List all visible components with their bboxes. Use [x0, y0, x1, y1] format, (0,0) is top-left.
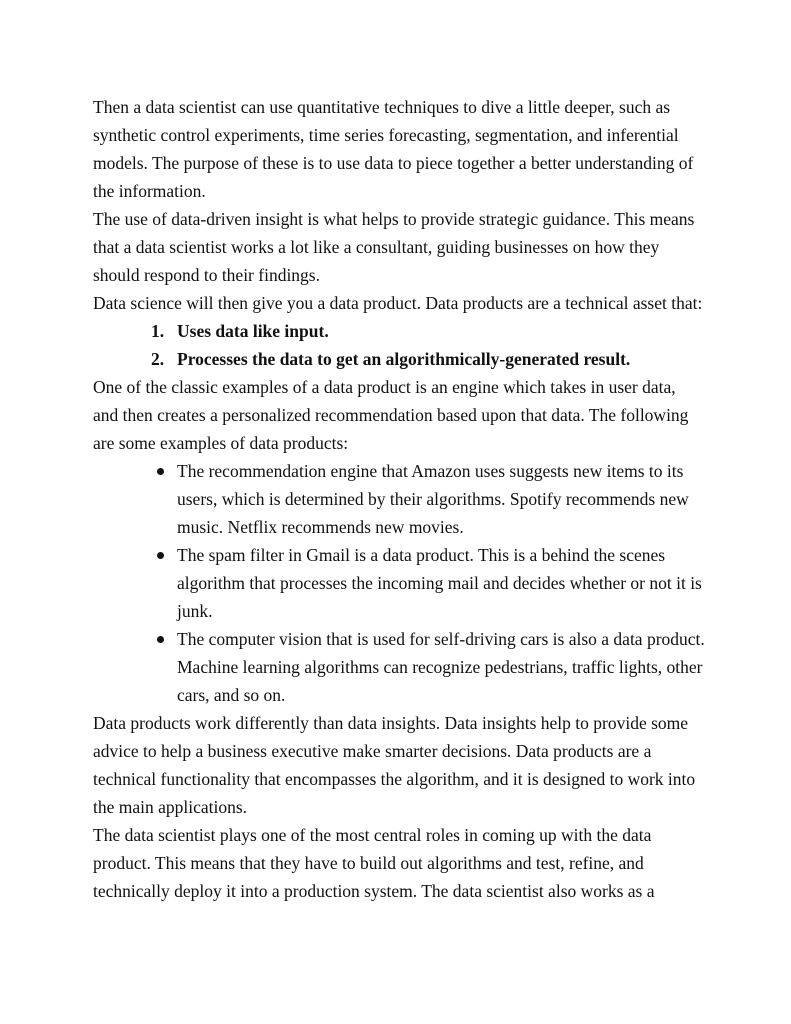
paragraph-data-product-intro: Data science will then give you a data product. Data products are a technical asset that: — [93, 293, 703, 313]
bullet-icon — [157, 636, 164, 643]
list-number: 2. — [151, 349, 165, 369]
paragraph-scientist-role: The data scientist plays one of the most central roles in coming up with the data product. This means that they have to build out algorithms and test, refine, and technically deploy it into a production system. The data scientist also works as a — [93, 825, 655, 901]
list-item-text: The computer vision that is used for self-driving cars is also a data product. Machine learning algorithms can recognize pedestrians, traffic lights, other cars, and so on. — [177, 629, 705, 705]
document-page — [93, 93, 705, 905]
bullet-list-item — [93, 541, 705, 625]
bullet-icon — [157, 552, 164, 559]
paragraph-classic-examples: One of the classic examples of a data product is an engine which takes in user data, and then creates a personalized recommendation based upon that data. The following are some examples of data products: — [93, 377, 689, 453]
list-item-text: The spam filter in Gmail is a data product. This is a behind the scenes algorithm that processes the incoming mail and decides whether or not it is junk. — [177, 545, 702, 621]
numbered-list-item — [93, 345, 705, 373]
paragraph-quantitative-techniques: Then a data scientist can use quantitative techniques to dive a little deeper, such as synthetic control experiments, time series forecasting, segmentation, and inferential models. The purpose of these is to use data to piece together a better understanding of the information. — [93, 97, 694, 201]
bullet-list — [93, 457, 705, 709]
list-number: 1. — [151, 321, 165, 341]
numbered-list — [93, 317, 705, 373]
list-item-text: Uses data like input. — [177, 321, 329, 341]
paragraph-data-driven-insight: The use of data-driven insight is what helps to provide strategic guidance. This means that a data scientist works a lot like a consultant, guiding businesses on how they should respond to their findings. — [93, 209, 695, 285]
bullet-list-item — [93, 625, 705, 709]
list-item-text: Processes the data to get an algorithmically-generated result. — [177, 349, 631, 369]
bullet-list-item — [93, 457, 705, 541]
bullet-icon — [157, 468, 164, 475]
list-item-text: The recommendation engine that Amazon uses suggests new items to its users, which is determined by their algorithms. Spotify recommends new music. Netflix recommends new movies. — [177, 461, 689, 537]
numbered-list-item — [93, 317, 705, 345]
paragraph-products-vs-insights: Data products work differently than data insights. Data insights help to provide some advice to help a business executive make smarter decisions. Data products are a technical functionality that encompasses the algorithm, and it is designed to work into the main applications. — [93, 713, 696, 817]
